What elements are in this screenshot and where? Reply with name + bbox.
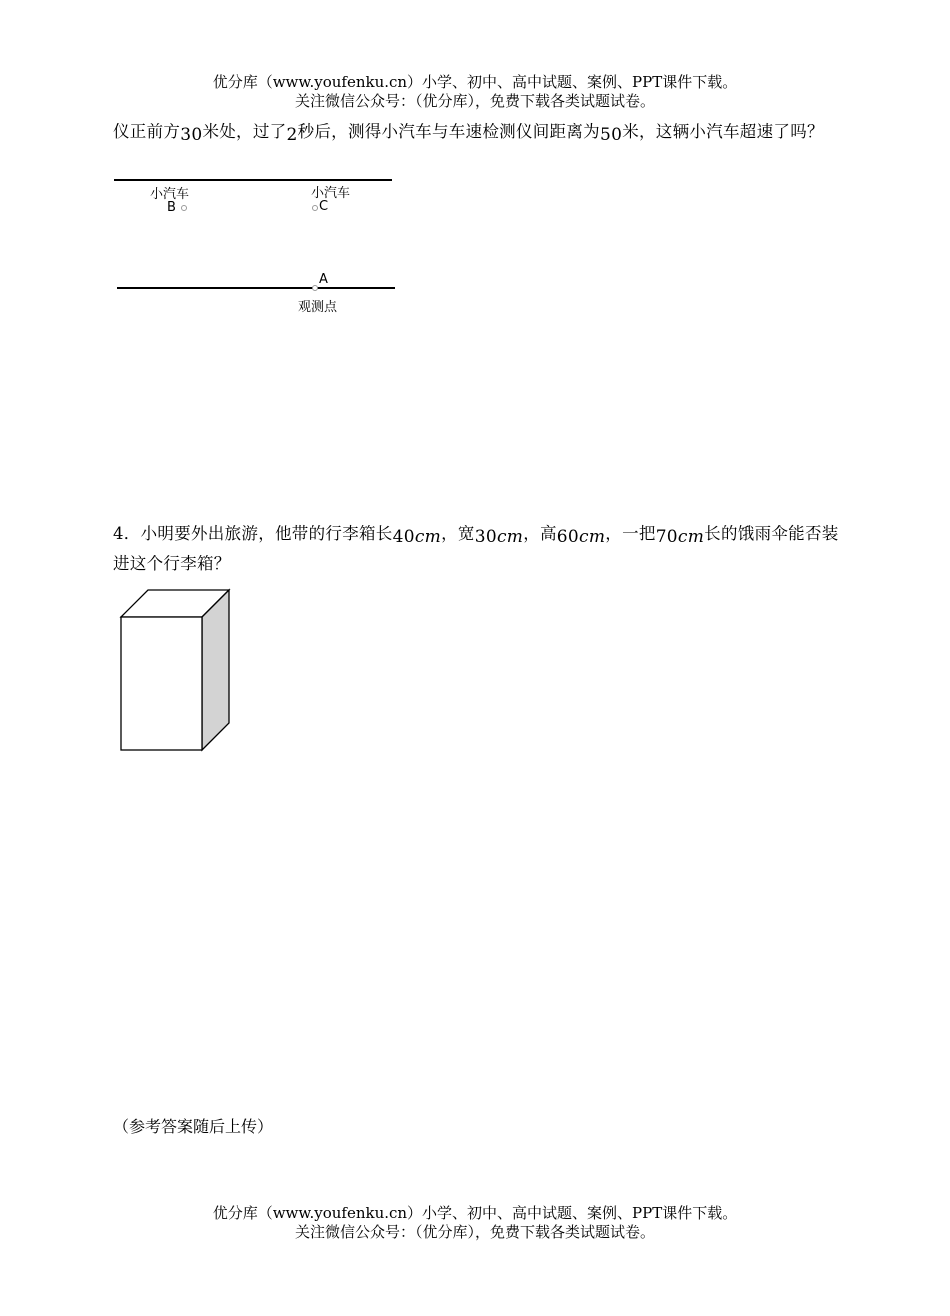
q4-umbrella-unit: cm xyxy=(677,527,705,547)
footer-line-2: 关注微信公众号：（优分库），免费下载各类试题试卷。 xyxy=(294,1223,655,1241)
q4-height-unit: cm xyxy=(579,527,606,547)
observer-label: 观测点 xyxy=(298,300,338,315)
page-footer xyxy=(0,1204,950,1242)
q4-width-num: 30 xyxy=(474,527,497,547)
q3-distance-50: 50 xyxy=(599,125,623,145)
q3-time-2: 2 xyxy=(286,125,298,145)
footer-line-1: 优分库（www.youfenku.cn）小学、初中、高中试题、案例、PPT课件下载。 xyxy=(212,1204,738,1222)
q4-umbrella-num: 70 xyxy=(655,527,678,547)
cuboid-side-face xyxy=(202,590,229,750)
header-line-1: 优分库（www.youfenku.cn）小学、初中、高中试题、案例、PPT课件下载。 xyxy=(212,73,738,91)
q4-text-b: ，宽 xyxy=(441,524,475,543)
q4-height-num: 60 xyxy=(556,527,580,547)
q4-number: 4． xyxy=(113,524,141,543)
car-label-left: 小汽车 xyxy=(150,187,190,202)
q4-length-num: 40 xyxy=(392,527,415,547)
q4-width-unit: cm xyxy=(496,527,524,547)
q4-length-unit: cm xyxy=(414,527,442,547)
car-label-right: 小汽车 xyxy=(311,186,351,201)
q4-text-d: ，一把 xyxy=(605,524,656,543)
q4-text-e: 长的饿雨伞能否装进这个行李箱？ xyxy=(113,524,839,573)
point-c-label: C xyxy=(319,199,329,214)
q3-text-a: 仪正前方 xyxy=(113,122,181,141)
q3-text-d: 米，这辆小汽车超速了吗？ xyxy=(622,122,824,141)
answer-note: （参考答案随后上传） xyxy=(113,1117,274,1136)
q4-text-c: ，高 xyxy=(523,524,557,543)
q4-text-a: 小明要外出旅游，他带的行李箱长 xyxy=(140,524,393,543)
point-b-label: B xyxy=(167,200,176,215)
header-line-2: 关注微信公众号：（优分库），免费下载各类试题试卷。 xyxy=(294,92,655,110)
cuboid-front-face xyxy=(121,617,202,750)
q3-distance-30: 30 xyxy=(180,125,203,145)
q3-text-b: 米处，过了 xyxy=(202,122,287,141)
point-a-label: A xyxy=(319,272,328,287)
q3-text-c: 秒后，测得小汽车与车速检测仪间距离为 xyxy=(297,122,600,141)
